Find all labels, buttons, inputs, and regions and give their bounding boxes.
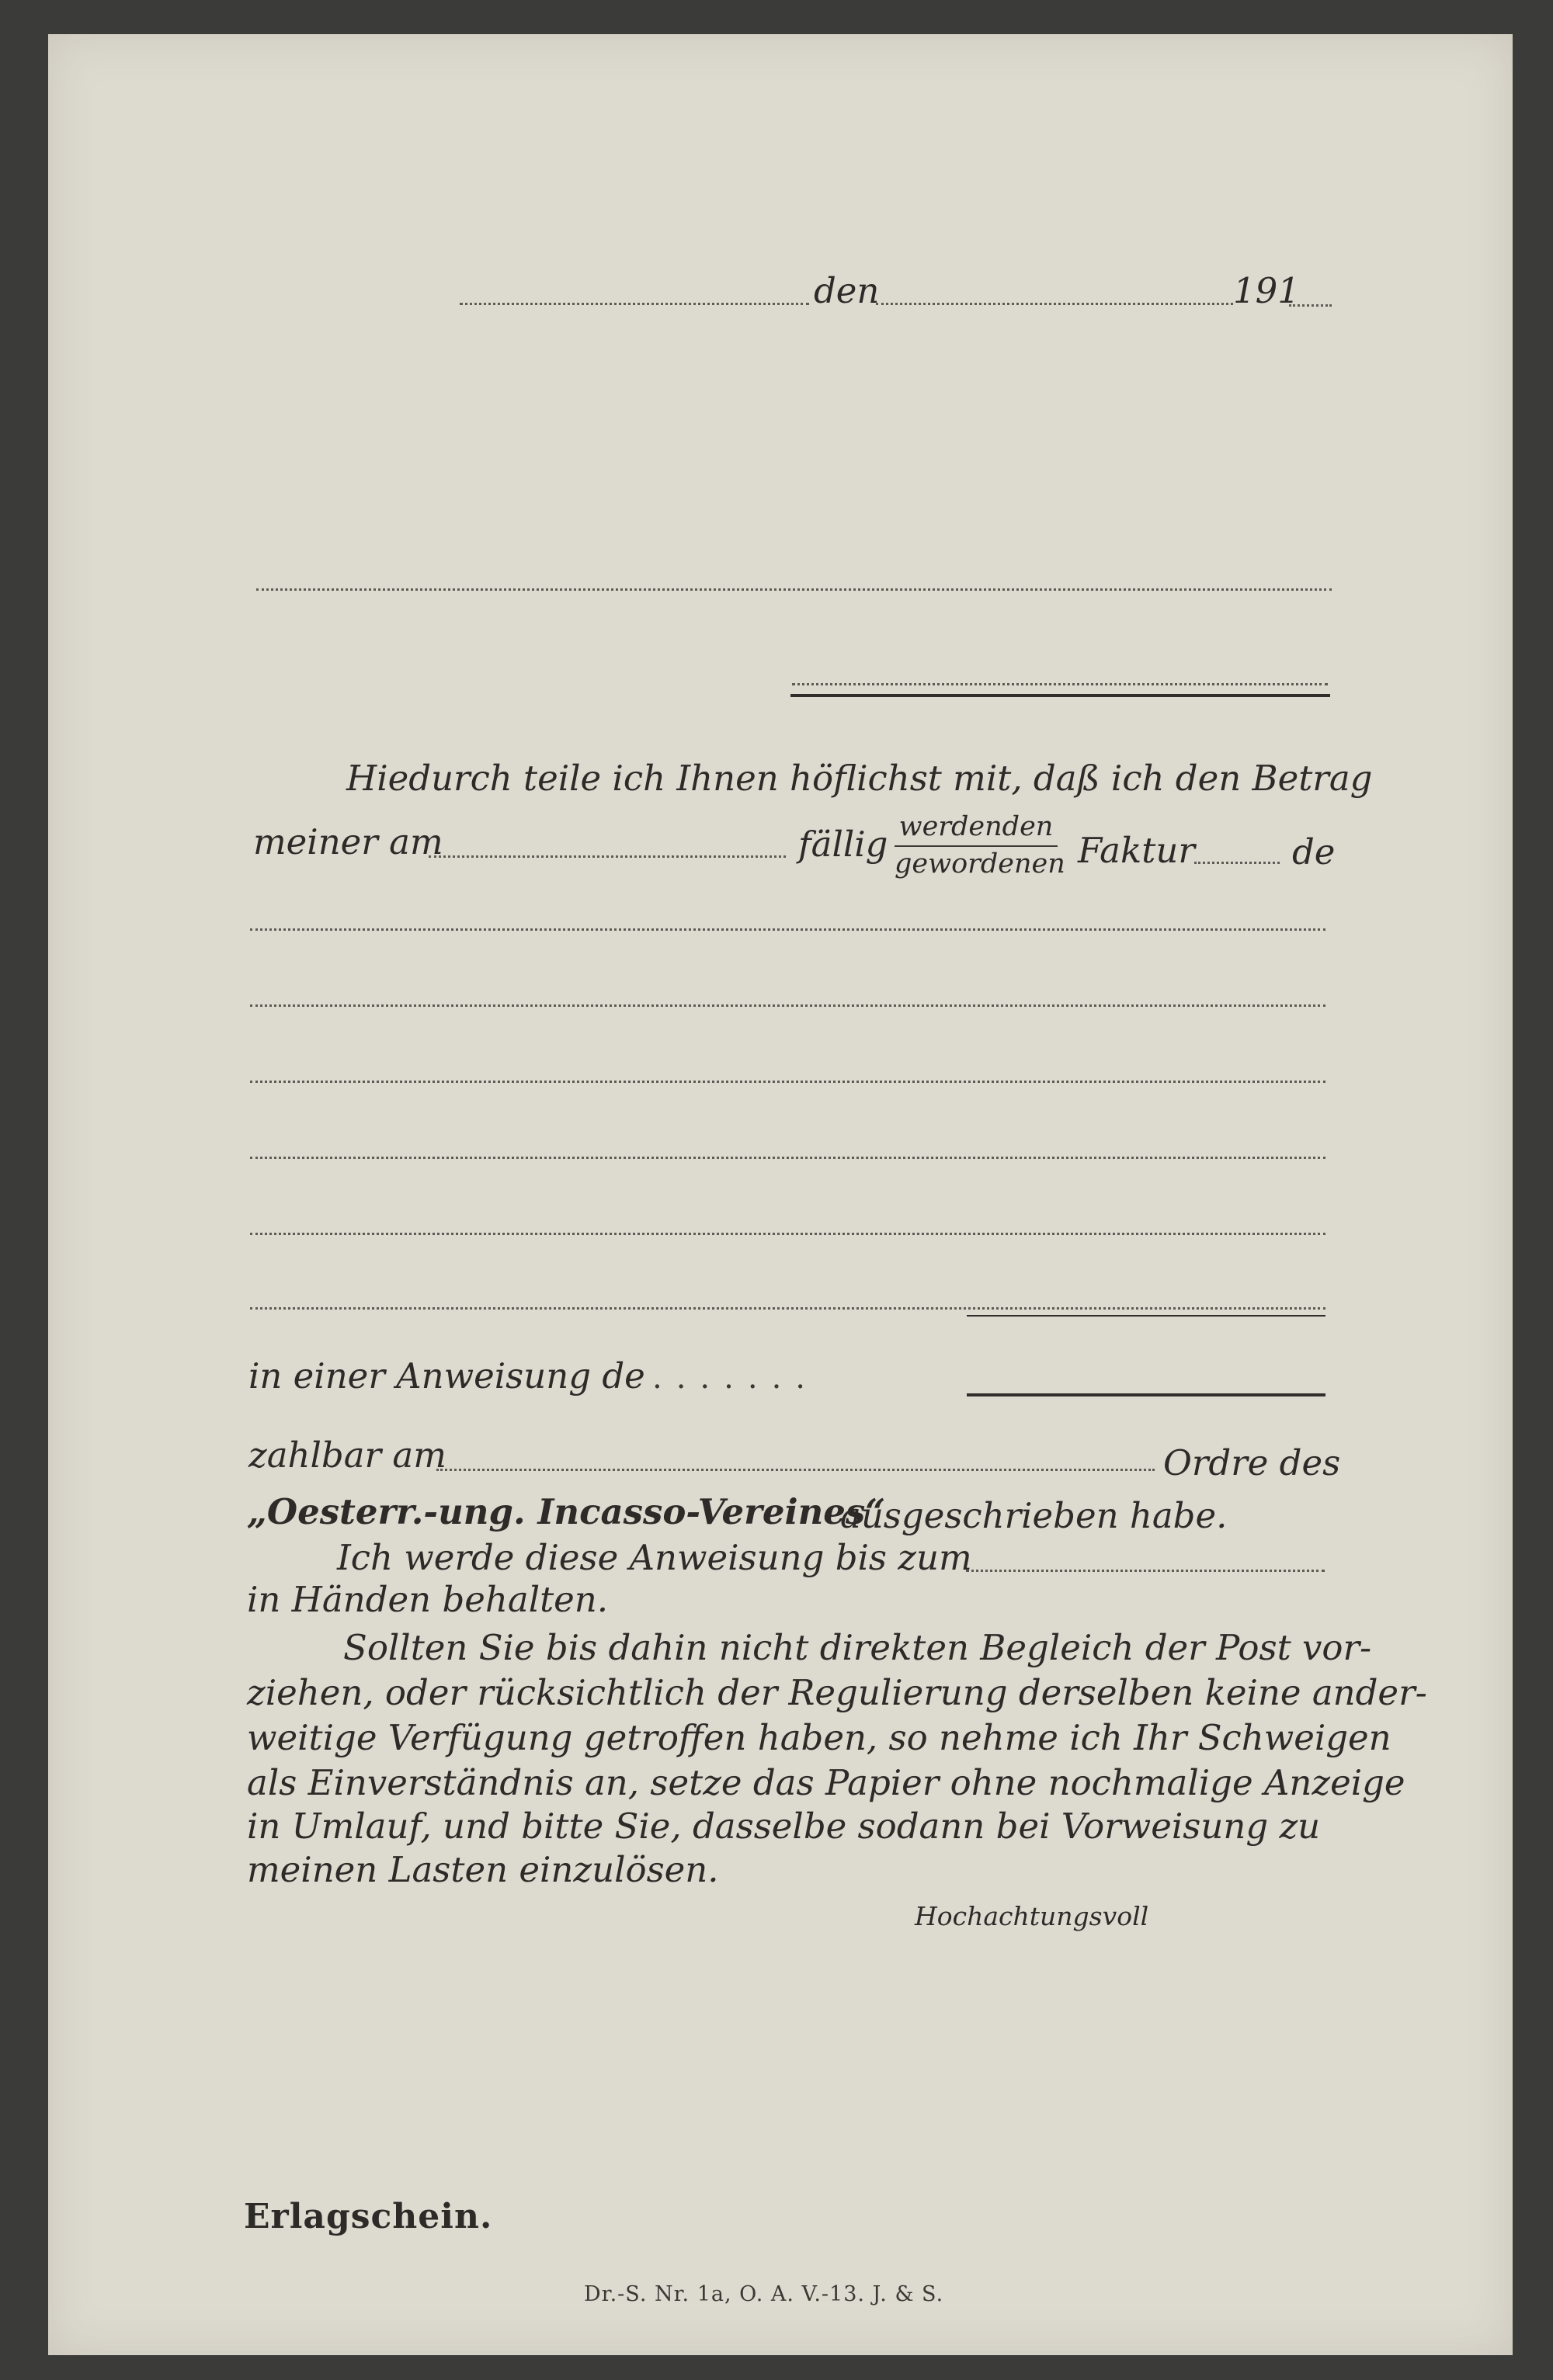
place-field[interactable] bbox=[460, 303, 809, 305]
faktur-field[interactable] bbox=[1194, 862, 1280, 864]
form-title: Erlagschein. bbox=[244, 2197, 493, 2236]
werde-line: Ich werde diese Anweisung bis zum bbox=[337, 1537, 972, 1578]
payable-date-field[interactable] bbox=[436, 1469, 1155, 1471]
werdenden-gewordenen-fraction bbox=[895, 811, 1065, 879]
year-field[interactable] bbox=[1289, 304, 1332, 307]
address-field-solid[interactable] bbox=[790, 694, 1330, 697]
para-line-6: meinen Lasten einzulösen. bbox=[247, 1849, 719, 1890]
zahlbar-am-label: zahlbar am bbox=[248, 1435, 446, 1476]
de-label: de bbox=[1292, 831, 1336, 873]
fraction-bottom: gewordenen bbox=[895, 848, 1065, 879]
addressee-field[interactable] bbox=[256, 588, 1332, 591]
printer-imprint: Dr.-S. Nr. 1a, O. A. V.-13. J. & S. bbox=[584, 2282, 944, 2306]
address-field-dotted[interactable] bbox=[792, 683, 1328, 685]
form-sheet bbox=[48, 34, 1513, 2355]
ausgeschrieben-text: ausgeschrieben habe. bbox=[840, 1495, 1228, 1536]
hold-until-field[interactable] bbox=[966, 1570, 1325, 1572]
blank-line-3[interactable] bbox=[250, 1081, 1325, 1083]
haenden-line: in Händen behalten. bbox=[247, 1579, 609, 1620]
blank-line-2[interactable] bbox=[250, 1004, 1325, 1007]
verein-name: „Oesterr.-ung. Incasso-Vereines“ bbox=[247, 1491, 886, 1532]
para-line-4: als Einverständnis an, setze das Papier ohne nochmalige Anzeige bbox=[247, 1762, 1405, 1803]
intro-line: Hiedurch teile ich Ihnen höflichst mit, daß ich den Betrag bbox=[346, 758, 1373, 799]
date-field[interactable] bbox=[876, 303, 1233, 305]
invoice-date-field[interactable] bbox=[429, 855, 786, 858]
amount-rule-upper bbox=[967, 1315, 1325, 1317]
fraction-top: werdenden bbox=[895, 811, 1058, 847]
den-label: den bbox=[814, 270, 880, 311]
para-line-1: Sollten Sie bis dahin nicht direkten Begleich der Post vor- bbox=[343, 1627, 1372, 1668]
blank-line-4[interactable] bbox=[250, 1157, 1325, 1159]
year-label: 191 bbox=[1233, 270, 1300, 311]
para-line-2: ziehen, oder rücksichtlich der Regulierung derselben keine ander- bbox=[247, 1672, 1427, 1713]
meiner-am-label: meiner am bbox=[253, 821, 443, 862]
para-line-3: weitige Verfügung getroffen haben, so nehme ich Ihr Schweigen bbox=[247, 1717, 1391, 1758]
faktur-label: Faktur bbox=[1078, 830, 1195, 871]
faellig-label: fällig bbox=[798, 824, 888, 865]
blank-line-5[interactable] bbox=[250, 1233, 1325, 1235]
ordre-des-label: Ordre des bbox=[1163, 1442, 1341, 1483]
amount-field[interactable] bbox=[967, 1393, 1325, 1396]
closing-text: Hochachtungsvoll bbox=[915, 1901, 1149, 1931]
blank-line-1[interactable] bbox=[250, 928, 1325, 931]
anweisung-line: in einer Anweisung de bbox=[248, 1355, 645, 1396]
anweisung-leader-dots: ....... bbox=[652, 1360, 820, 1396]
para-line-5: in Umlauf, und bitte Sie, dasselbe sodann bei Vorweisung zu bbox=[247, 1806, 1321, 1847]
blank-line-6[interactable] bbox=[250, 1307, 1325, 1310]
